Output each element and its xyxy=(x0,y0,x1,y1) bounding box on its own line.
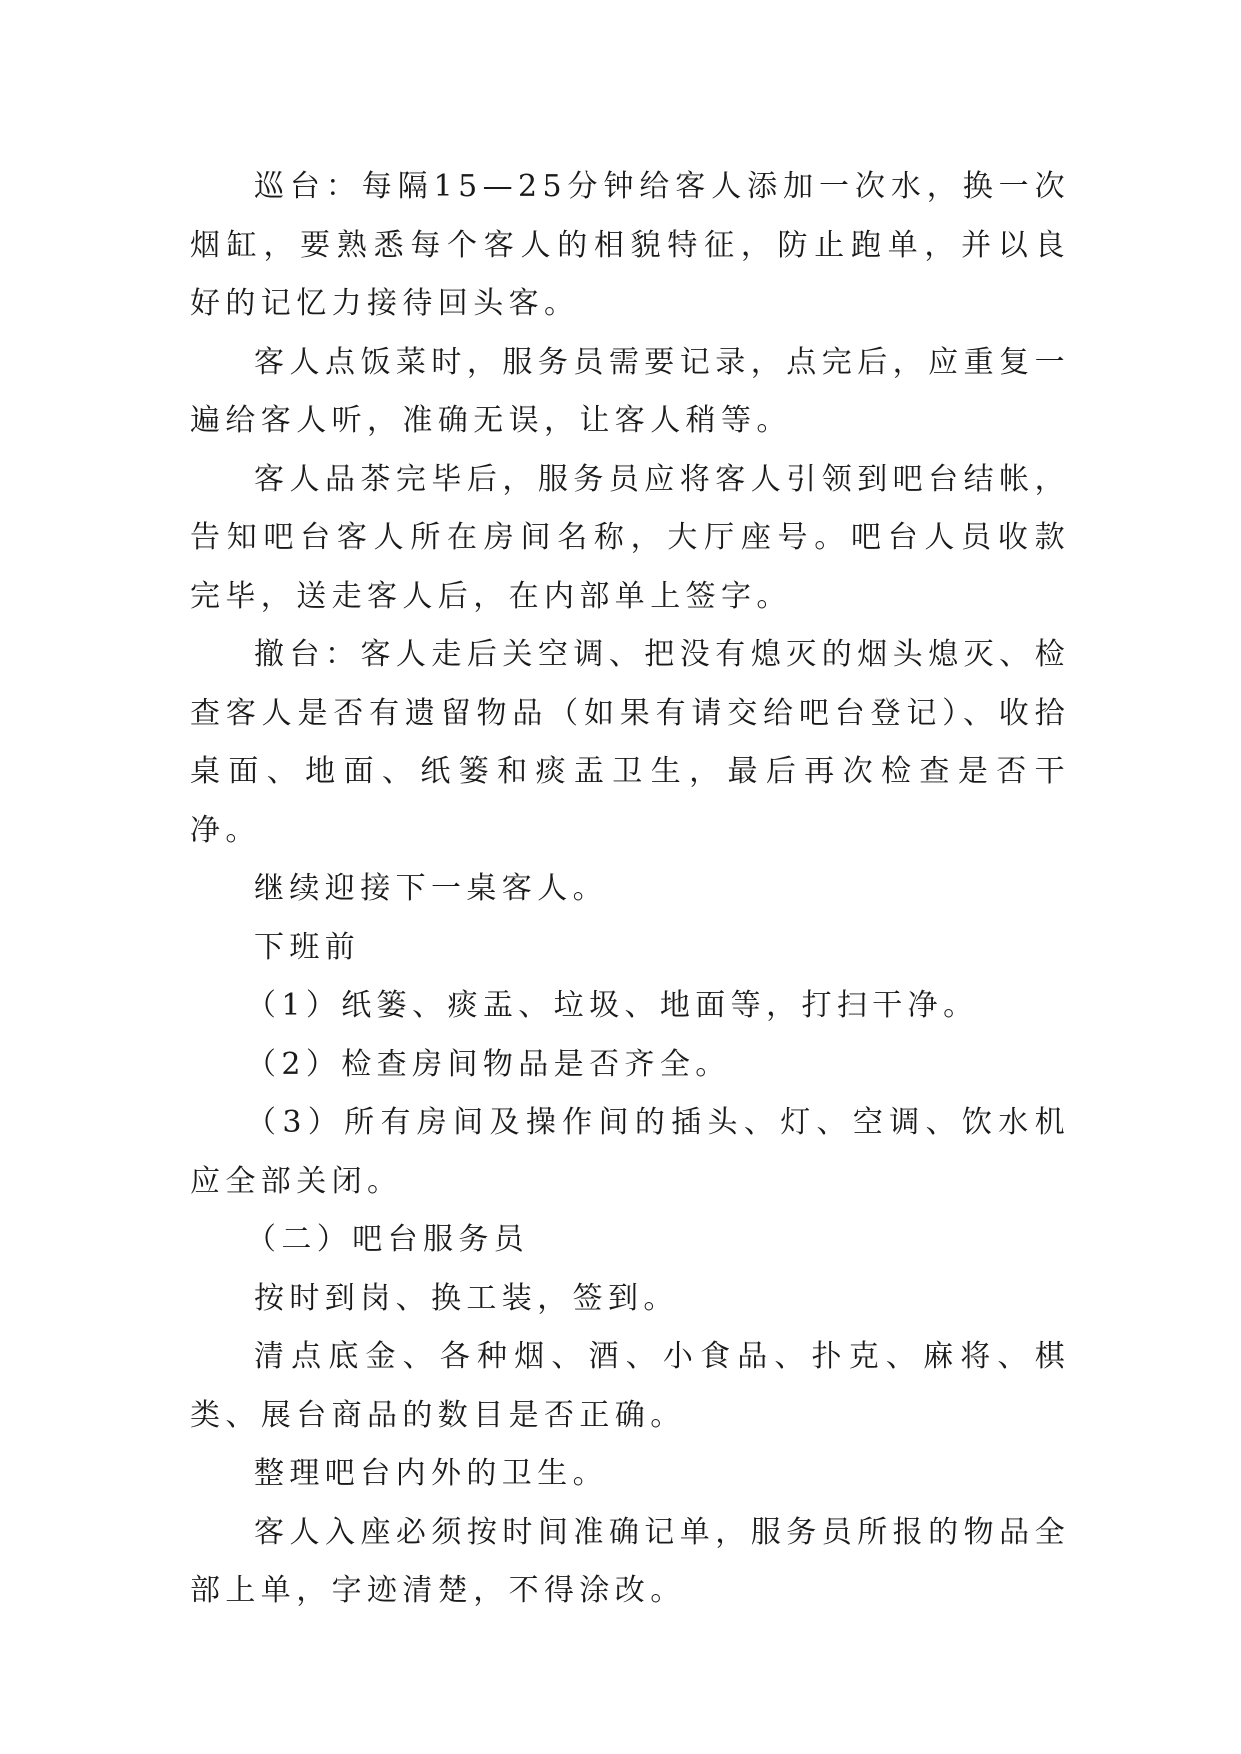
paragraph-checkout: 客人品茶完毕后，服务员应将客人引领到吧台结帐，告知吧台客人所在房间名称，大厅座号。吧台人员收款完毕，送走客人后，在内部单上签字。 xyxy=(190,461,1070,614)
paragraph-recording: 客人入座必须按时间准确记单，服务员所报的物品全部上单，字迹清楚，不得涂改。 xyxy=(190,1514,1070,1608)
list-item-2: （2）检查房间物品是否齐全。 xyxy=(246,1046,731,1082)
paragraph-before-leaving: 下班前 xyxy=(254,929,361,965)
list-item-3: （3）所有房间及操作间的插头、灯、空调、饮水机应全部关闭。 xyxy=(190,1105,1070,1199)
paragraph-clearing: 撤台：客人走后关空调、把没有熄灭的烟头熄灭、检查客人是否有遗留物品（如果有请交给吧台登记）、收拾桌面、地面、纸篓和痰盂卫生，最后再次检查是否干净。 xyxy=(190,637,1070,848)
document-page xyxy=(190,158,1070,1621)
paragraph-patrol: 巡台：每隔15—25分钟给客人添加一次水，换一次烟缸，要熟悉每个客人的相貌特征，防止跑单，并以良好的记忆力接待回头客。 xyxy=(190,169,1070,321)
paragraph-inventory: 清点底金、各种烟、酒、小食品、扑克、麻将、棋类、展台商品的数目是否正确。 xyxy=(190,1339,1070,1433)
section-heading-bar-staff: （二）吧台服务员 xyxy=(246,1222,530,1257)
list-item-1: （1）纸篓、痰盂、垃圾、地面等，打扫干净。 xyxy=(246,988,979,1023)
paragraph-next-guest: 继续迎接下一桌客人。 xyxy=(254,871,608,906)
paragraph-cleaning: 整理吧台内外的卫生。 xyxy=(254,1456,608,1491)
paragraph-arrival: 按时到岗、换工装，签到。 xyxy=(254,1280,679,1316)
paragraph-ordering: 客人点饭菜时，服务员需要记录，点完后，应重复一遍给客人听，准确无误，让客人稍等。 xyxy=(190,344,1070,438)
